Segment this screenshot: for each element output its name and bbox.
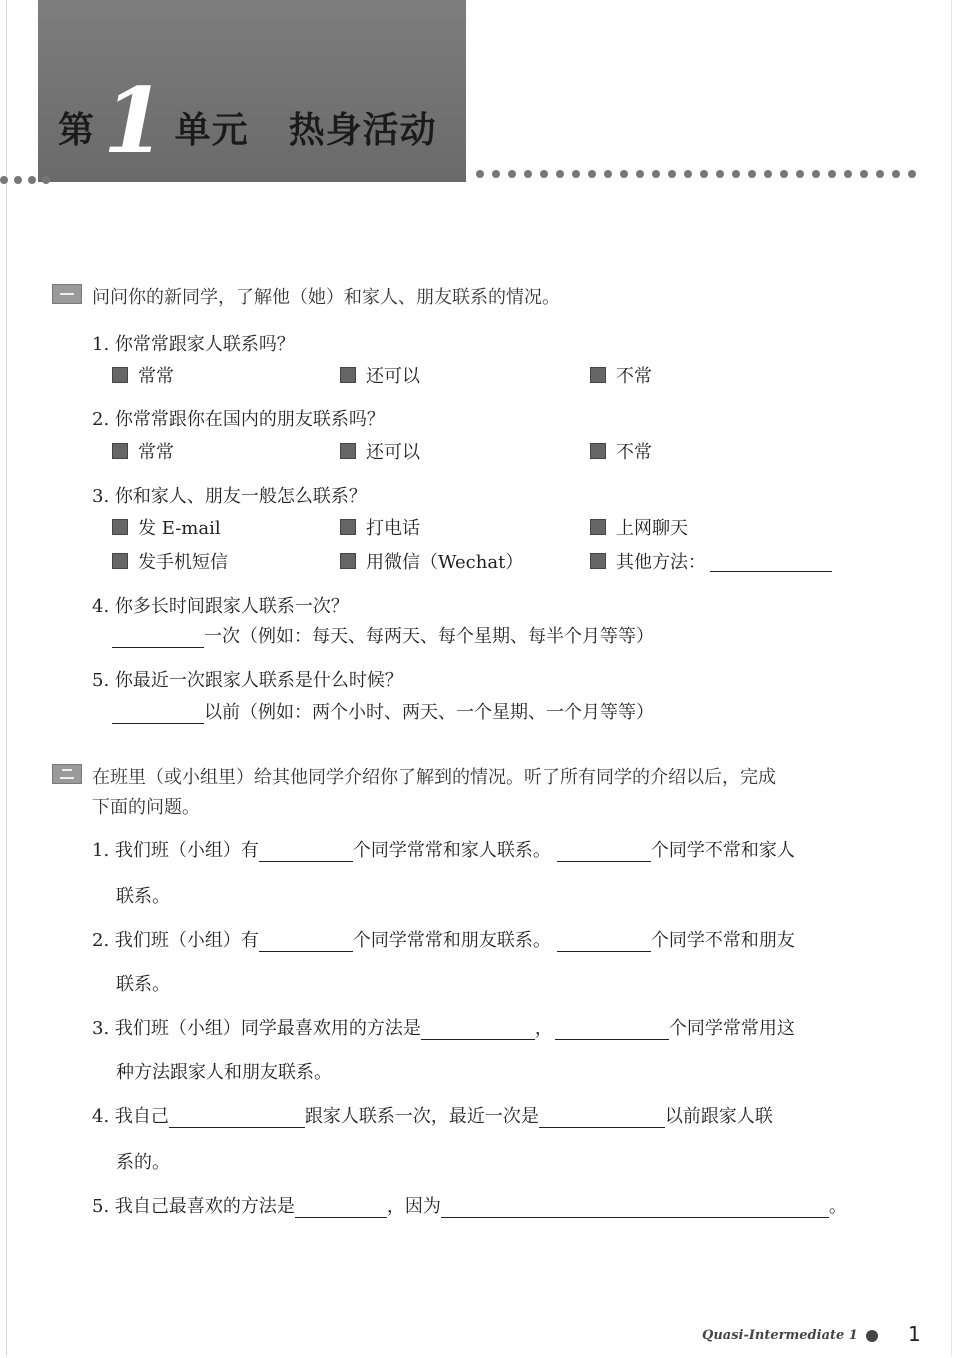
- checkbox-icon[interactable]: [590, 443, 606, 459]
- section-two-icon: [52, 764, 82, 784]
- q3-option-3[interactable]: 上网聊天: [590, 514, 688, 540]
- question-5: 5. 你最近一次跟家人联系是什么时候？: [92, 670, 403, 691]
- blank[interactable]: [259, 841, 353, 862]
- q2-option-1[interactable]: 常常: [112, 438, 174, 464]
- q4-blank[interactable]: [112, 627, 204, 648]
- blank[interactable]: [441, 1197, 829, 1218]
- question-3: 3. 你和家人、朋友一般怎么联系？: [92, 486, 367, 507]
- item-4-line2: 系的。: [116, 1152, 170, 1173]
- item-3-line1: 3. 我们班（小组）同学最喜欢用的方法是 ， 个同学常常用这: [92, 1018, 795, 1039]
- blank[interactable]: [421, 1019, 535, 1040]
- q1-option-3[interactable]: 不常: [590, 362, 652, 388]
- question-5-answer: 以前（例如：两个小时、两天、一个星期、一个月等等）: [112, 698, 654, 724]
- section-one-instruction: 问问你的新同学，了解他（她）和家人、朋友联系的情况。: [92, 287, 560, 308]
- checkbox-icon[interactable]: [590, 553, 606, 569]
- checkbox-icon[interactable]: [340, 553, 356, 569]
- checkbox-icon[interactable]: [112, 443, 128, 459]
- question-1: 1. 你常常跟家人联系吗？: [92, 334, 295, 355]
- q3-option-1[interactable]: 发 E-mail: [112, 514, 221, 540]
- q3-option-6[interactable]: 其他方法：: [590, 548, 832, 574]
- question-2: 2. 你常常跟你在国内的朋友联系吗？: [92, 409, 385, 430]
- q3-option-2[interactable]: 打电话: [340, 514, 420, 540]
- blank[interactable]: [259, 931, 353, 952]
- series-footer: Quasi-Intermediate 1: [702, 1328, 858, 1343]
- item-1-line2: 联系。: [116, 886, 170, 907]
- blank[interactable]: [555, 1019, 669, 1040]
- checkbox-icon[interactable]: [590, 367, 606, 383]
- q1-option-1[interactable]: 常常: [112, 362, 174, 388]
- question-4-answer: 一次（例如：每天、每两天、每个星期、每半个月等等）: [112, 622, 654, 648]
- section-two-instruction-line1: 在班里（或小组里）给其他同学介绍你了解到的情况。听了所有同学的介绍以后，完成: [92, 767, 776, 788]
- item-5: 5. 我自己最喜欢的方法是 ，因为 。: [92, 1196, 847, 1217]
- blank[interactable]: [169, 1107, 305, 1128]
- blank[interactable]: [557, 841, 651, 862]
- q3-option-5[interactable]: 用微信（Wechat）: [340, 548, 523, 574]
- checkbox-icon[interactable]: [340, 519, 356, 535]
- question-4: 4. 你多长时间跟家人联系一次？: [92, 596, 349, 617]
- item-1-line1: 1. 我们班（小组）有 个同学常常和家人联系。 个同学不常和家人: [92, 840, 795, 861]
- blank[interactable]: [557, 931, 651, 952]
- item-4-line1: 4. 我自己 跟家人联系一次，最近一次是 以前跟家人联: [92, 1106, 773, 1127]
- q5-blank[interactable]: [112, 703, 204, 724]
- q2-option-2[interactable]: 还可以: [340, 438, 420, 464]
- footer-dot-icon: [866, 1330, 878, 1342]
- other-method-blank[interactable]: [710, 551, 832, 572]
- checkbox-icon[interactable]: [340, 367, 356, 383]
- q2-option-3[interactable]: 不常: [590, 438, 652, 464]
- dots-right: [476, 170, 916, 178]
- checkbox-icon[interactable]: [112, 519, 128, 535]
- checkbox-icon[interactable]: [590, 519, 606, 535]
- section-one-icon: [52, 284, 82, 304]
- q3-option-4[interactable]: 发手机短信: [112, 548, 228, 574]
- item-2-line2: 联系。: [116, 974, 170, 995]
- checkbox-icon[interactable]: [112, 367, 128, 383]
- item-2-line1: 2. 我们班（小组）有 个同学常常和朋友联系。 个同学不常和朋友: [92, 930, 795, 951]
- page-number: 1: [908, 1322, 921, 1346]
- dots-left: [0, 176, 50, 184]
- section-two-instruction-line2: 下面的问题。: [92, 797, 200, 818]
- checkbox-icon[interactable]: [112, 553, 128, 569]
- item-3-line2: 种方法跟家人和朋友联系。: [116, 1062, 332, 1083]
- q1-option-2[interactable]: 还可以: [340, 362, 420, 388]
- checkbox-icon[interactable]: [340, 443, 356, 459]
- blank[interactable]: [295, 1197, 387, 1218]
- unit-title: 第1 单元 热身活动: [58, 68, 437, 174]
- blank[interactable]: [539, 1107, 665, 1128]
